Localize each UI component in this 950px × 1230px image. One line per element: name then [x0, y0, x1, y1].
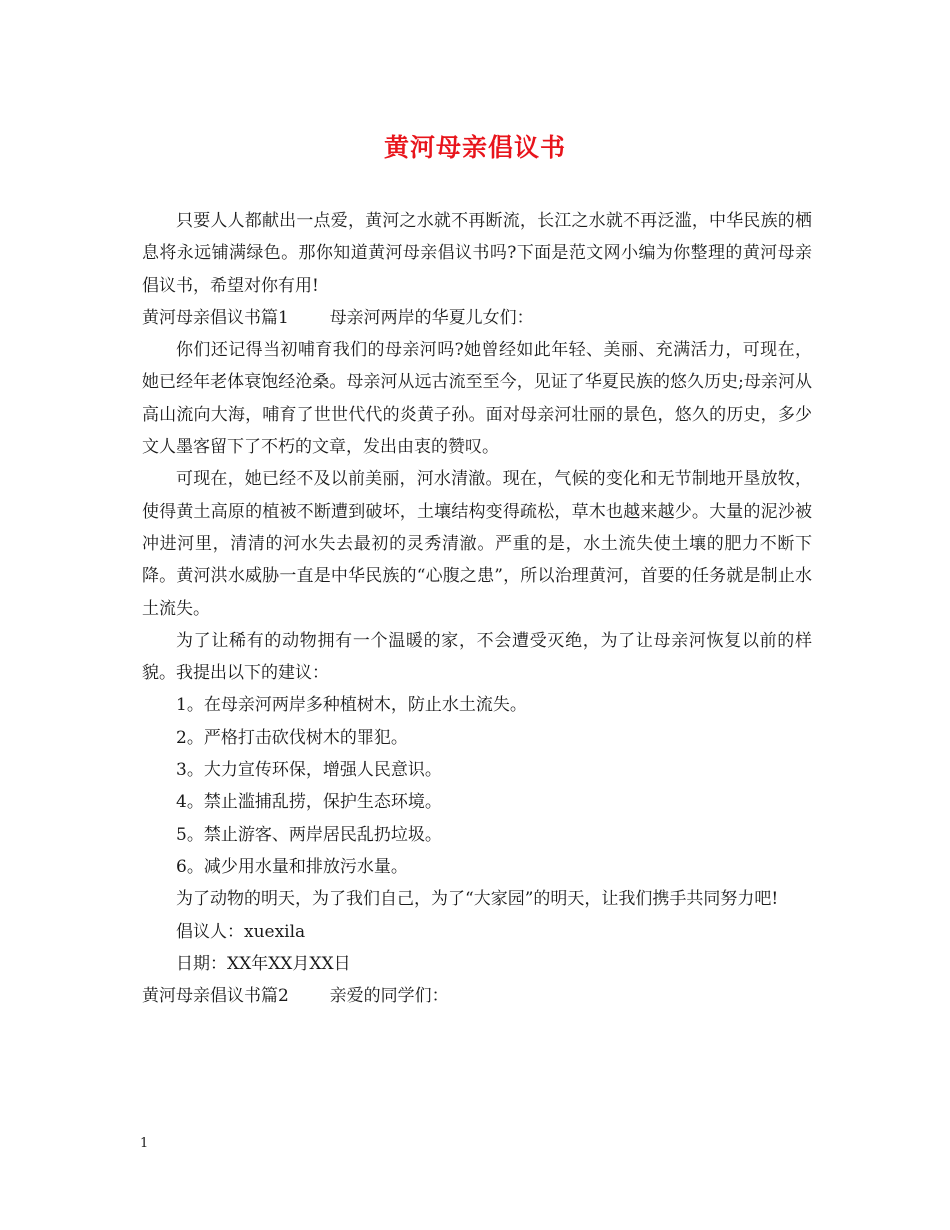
section-2-salutation: 亲爱的同学们： [329, 986, 449, 1007]
suggestion-item-4: 4。禁止滥捕乱捞，保护生态环境。 [176, 792, 442, 813]
section-1-paragraph-3: 为了让稀有的动物拥有一个温暖的家，不会遭受灭绝，为了让母亲河恢复以前的样貌。我提出以下的建议： [142, 630, 812, 684]
document-title: 黄河母亲倡议书 [383, 133, 566, 162]
section-2-heading: 黄河母亲倡议书篇2 [142, 986, 289, 1007]
section-1-paragraph-2: 可现在，她已经不及以前美丽，河水清澈。现在，气候的变化和无节制地开垦放牧，使得黄土高原的植被不断遭到破坏，土壤结构变得疏松，草木也越来越少。大量的泥沙被冲进河里，清清的河水失去最初的灵秀清澈。严重的是，水土流失使土壤的肥力不断下降。黄河洪水威胁一直是中华民族的“心腹之患”，所以治理黄河，首要的任务就是制止水土流失。 [142, 469, 812, 619]
closing-paragraph: 为了动物的明天，为了我们自己，为了“大家园”的明天，让我们携手共同努力吧! [176, 889, 779, 910]
intro-paragraph: 只要人人都献出一点爱，黄河之水就不再断流，长江之水就不再泛滥，中华民族的栖息将永远铺满绿色。那你知道黄河母亲倡议书吗?下面是范文网小编为你整理的黄河母亲倡议书，希望对你有用! [142, 211, 812, 296]
suggestion-item-5: 5。禁止游客、两岸居民乱扔垃圾。 [176, 824, 442, 845]
section-1-heading-line [142, 302, 812, 334]
section-1-heading: 黄河母亲倡议书篇1 [142, 307, 289, 328]
section-2-heading-line [142, 980, 812, 1012]
signer-line: 倡议人：xuexila [176, 921, 306, 942]
suggestion-item-2: 2。严格打击砍伐树木的罪犯。 [176, 727, 408, 748]
page-number: 1 [140, 1136, 149, 1151]
section-1-salutation: 母亲河两岸的华夏儿女们： [329, 307, 534, 328]
section-1-paragraph-1: 你们还记得当初哺育我们的母亲河吗?她曾经如此年轻、美丽、充满活力，可现在，她已经年老体衰饱经沧桑。母亲河从远古流至至今，见证了华夏民族的悠久历史;母亲河从高山流向大海，哺育了世世代代的炎黄子孙。面对母亲河壮丽的景色，悠久的历史，多少文人墨客留下了不朽的文章，发出由衷的赞叹。 [142, 340, 812, 458]
document-body [142, 205, 812, 1012]
date-line: 日期：XX年XX月XX日 [176, 953, 351, 974]
suggestion-item-3: 3。大力宣传环保，增强人民意识。 [176, 760, 442, 781]
suggestion-item-1: 1。在母亲河两岸多种植树木，防止水土流失。 [176, 695, 527, 716]
suggestion-item-6: 6。减少用水量和排放污水量。 [176, 856, 408, 877]
